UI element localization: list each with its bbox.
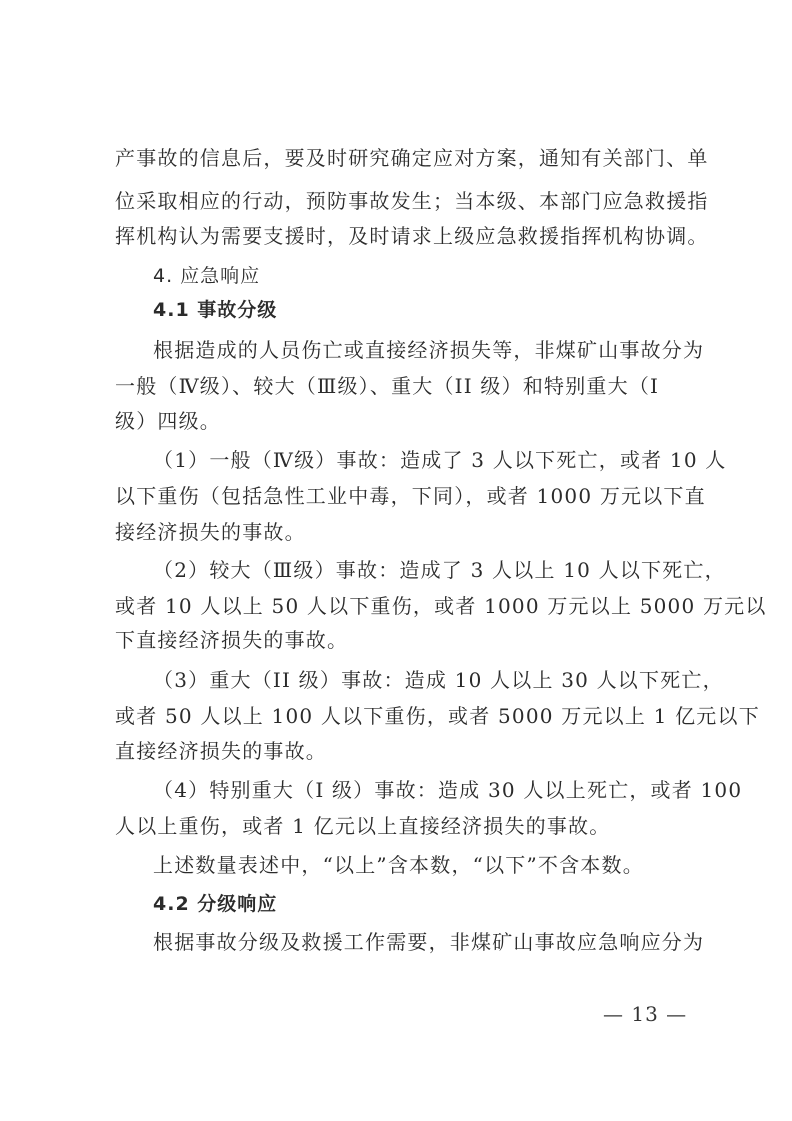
body-text-line: 一般（Ⅳ级）、较大（Ⅲ级）、重大（II 级）和特别重大（I bbox=[115, 374, 660, 398]
body-text-line: （3）重大（II 级）事故：造成 10 人以上 30 人以下死亡， bbox=[153, 668, 724, 692]
body-text-line: 级）四级。 bbox=[115, 409, 221, 433]
body-text-line: 人以上重伤，或者 1 亿元以上直接经济损失的事故。 bbox=[115, 814, 611, 838]
body-text-line: 下直接经济损失的事故。 bbox=[115, 628, 349, 652]
body-text-line: 或者 10 人以上 50 人以下重伤，或者 1000 万元以上 5000 万元以 bbox=[115, 594, 767, 618]
body-text-line: 以下重伤（包括急性工业中毒，下同），或者 1000 万元以下直 bbox=[115, 484, 706, 508]
body-text-line: 接经济损失的事故。 bbox=[115, 520, 306, 544]
body-text-line: 根据造成的人员伤亡或直接经济损失等，非煤矿山事故分为 bbox=[153, 338, 705, 362]
body-text-line: 上述数量表述中，“以上”含本数，“以下”不含本数。 bbox=[153, 853, 644, 877]
subsection-heading: 4.1 事故分级 bbox=[153, 299, 278, 321]
body-text-line: （2）较大（Ⅲ级）事故：造成了 3 人以上 10 人以下死亡， bbox=[153, 558, 726, 582]
body-text-line: （1）一般（Ⅳ级）事故：造成了 3 人以下死亡，或者 10 人 bbox=[153, 448, 727, 472]
body-text-line: （4）特别重大（I 级）事故：造成 30 人以上死亡，或者 100 bbox=[153, 778, 743, 802]
body-text-line: 或者 50 人以上 100 人以下重伤，或者 5000 万元以上 1 亿元以下 bbox=[115, 704, 760, 728]
page-number: — 13 — bbox=[603, 1002, 688, 1026]
section-heading: 4. 应急响应 bbox=[153, 265, 261, 287]
body-text-line: 产事故的信息后，要及时研究确定应对方案，通知有关部门、单 bbox=[115, 146, 709, 170]
body-text-line: 根据事故分级及救援工作需要，非煤矿山事故应急响应分为 bbox=[153, 930, 705, 954]
body-text-line: 直接经济损失的事故。 bbox=[115, 739, 327, 763]
body-text-line: 挥机构认为需要支援时，及时请求上级应急救援指挥机构协调。 bbox=[115, 224, 709, 248]
body-text-line: 位采取相应的行动，预防事故发生；当本级、本部门应急救援指 bbox=[115, 189, 709, 213]
subsection-heading: 4.2 分级响应 bbox=[153, 893, 278, 915]
